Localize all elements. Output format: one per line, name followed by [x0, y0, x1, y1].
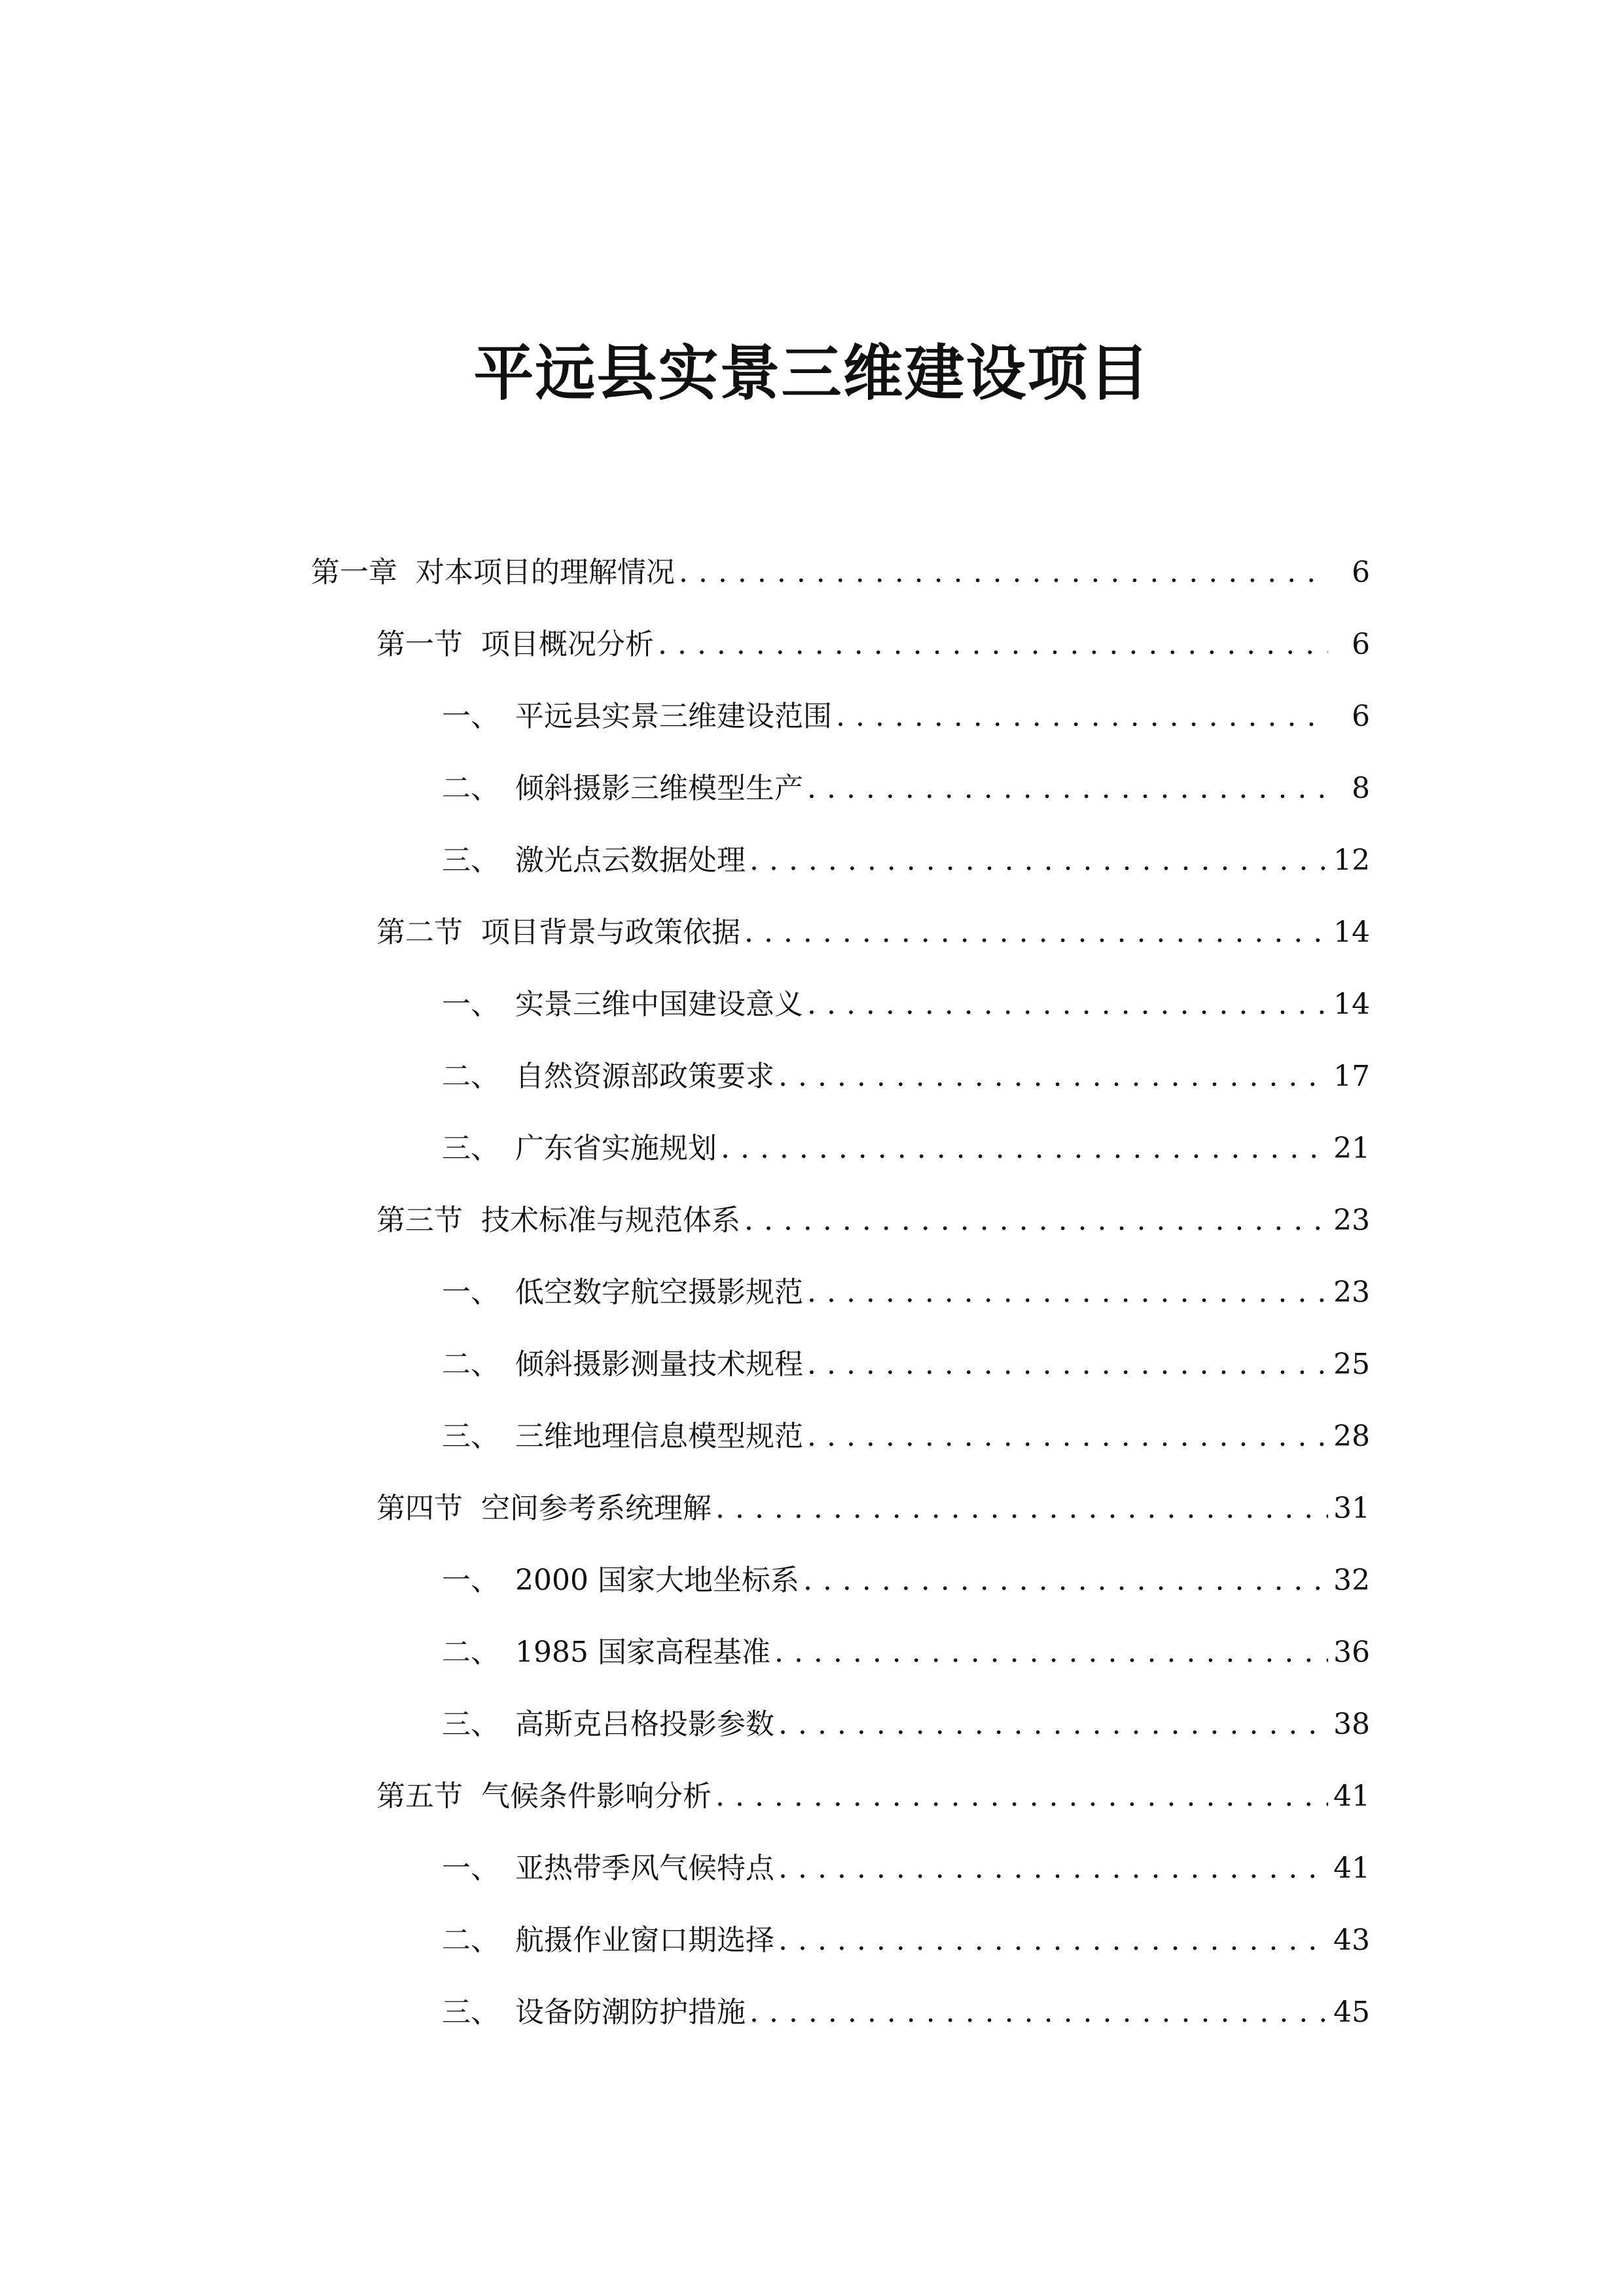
- toc-entry-number: 三、: [442, 1420, 499, 1453]
- toc-entry-number: 一、: [442, 1276, 499, 1309]
- toc-entry-number: 第二节: [376, 916, 463, 949]
- toc-entry-text: 广东省实施规划: [515, 1132, 717, 1165]
- toc-dot-leader: [778, 1054, 1328, 1100]
- toc-entry-page: 8: [1352, 772, 1370, 805]
- toc-dot-leader: [749, 838, 1328, 884]
- toc-entry-section-1[interactable]: [376, 622, 1370, 668]
- toc-entry-page: 36: [1333, 1636, 1370, 1669]
- toc-entry-subsection[interactable]: [442, 694, 1370, 740]
- toc-entry-page: 14: [1333, 988, 1370, 1021]
- toc-entry-subsection[interactable]: [442, 1414, 1370, 1460]
- toc-entry-number: 三、: [442, 1132, 499, 1165]
- toc-entry-subsection[interactable]: [442, 982, 1370, 1028]
- toc-dot-leader: [778, 1702, 1328, 1748]
- toc-dot-leader: [807, 1342, 1328, 1388]
- toc-entry-text: 自然资源部政策要求: [515, 1060, 774, 1093]
- toc-entry-number: 二、: [442, 1348, 499, 1381]
- toc-dot-leader: [807, 1414, 1328, 1460]
- toc-entry-text: 1985 国家高程基准: [515, 1636, 770, 1669]
- toc-entry-subsection[interactable]: [442, 1990, 1370, 2036]
- toc-entry-page: 6: [1352, 628, 1370, 661]
- toc-entry-text: 项目概况分析: [481, 628, 654, 661]
- toc-entry-text: 亚热带季风气候特点: [515, 1852, 774, 1885]
- toc-dot-leader: [807, 766, 1328, 812]
- toc-entry-page: 6: [1352, 700, 1370, 733]
- toc-entry-chapter-1[interactable]: [311, 550, 1370, 596]
- toc-dot-leader: [658, 622, 1328, 668]
- toc-entry-subsection[interactable]: [442, 1342, 1370, 1388]
- toc-entry-subsection[interactable]: [442, 1054, 1370, 1100]
- toc-dot-leader: [715, 1486, 1328, 1532]
- toc-entry-page: 41: [1333, 1780, 1370, 1813]
- toc-entry-text: 技术标准与规范体系: [481, 1204, 740, 1237]
- toc-entry-page: 12: [1333, 844, 1370, 877]
- toc-entry-subsection[interactable]: [442, 766, 1370, 812]
- toc-entry-text: 空间参考系统理解: [481, 1492, 712, 1525]
- toc-entry-subsection[interactable]: [442, 838, 1370, 884]
- toc-dot-leader: [679, 550, 1328, 596]
- toc-entry-number: 二、: [442, 1060, 499, 1093]
- toc-entry-page: 32: [1333, 1564, 1370, 1597]
- toc-entry-text: 倾斜摄影测量技术规程: [515, 1348, 803, 1381]
- toc-entry-text: 高斯克吕格投影参数: [515, 1708, 774, 1741]
- toc-entry-subsection[interactable]: [442, 1558, 1370, 1604]
- toc-entry-text: 设备防潮防护措施: [515, 1996, 746, 2029]
- toc-entry-page: 23: [1333, 1276, 1370, 1309]
- toc-dot-leader: [778, 1918, 1328, 1964]
- toc-entry-section-2[interactable]: [376, 910, 1370, 956]
- toc-entry-page: 38: [1333, 1708, 1370, 1741]
- toc-entry-number: 一、: [442, 988, 499, 1021]
- toc-entry-subsection[interactable]: [442, 1126, 1370, 1172]
- toc-dot-leader: [744, 1198, 1328, 1244]
- toc-entry-subsection[interactable]: [442, 1918, 1370, 1964]
- toc-entry-subsection[interactable]: [442, 1630, 1370, 1676]
- toc-entry-text: 对本项目的理解情况: [416, 556, 675, 589]
- toc-entry-number: 二、: [442, 1636, 499, 1669]
- toc-entry-number: 二、: [442, 1924, 499, 1957]
- toc-entry-section-4[interactable]: [376, 1486, 1370, 1532]
- toc-entry-text: 倾斜摄影三维模型生产: [515, 772, 803, 805]
- toc-dot-leader: [715, 1774, 1328, 1820]
- toc-entry-text: 三维地理信息模型规范: [515, 1420, 803, 1453]
- toc-dot-leader: [803, 1558, 1328, 1604]
- toc-entry-page: 14: [1333, 916, 1370, 949]
- toc-entry-text: 平远县实景三维建设范围: [515, 700, 832, 733]
- toc-dot-leader: [778, 1846, 1328, 1892]
- toc-entry-page: 21: [1333, 1132, 1370, 1165]
- toc-entry-subsection[interactable]: [442, 1270, 1370, 1316]
- toc-entry-page: 23: [1333, 1204, 1370, 1237]
- toc-dot-leader: [807, 1270, 1328, 1316]
- toc-dot-leader: [774, 1630, 1328, 1676]
- toc-entry-text: 激光点云数据处理: [515, 844, 746, 877]
- toc-entry-number: 三、: [442, 1708, 499, 1741]
- toc-dot-leader: [807, 982, 1328, 1028]
- toc-entry-subsection[interactable]: [442, 1702, 1370, 1748]
- toc-entry-section-3[interactable]: [376, 1198, 1370, 1244]
- toc-entry-page: 28: [1333, 1420, 1370, 1453]
- toc-entry-number: 第一章: [311, 556, 397, 589]
- toc-dot-leader: [749, 1990, 1328, 2036]
- toc-entry-text: 低空数字航空摄影规范: [515, 1276, 803, 1309]
- toc-entry-number: 第三节: [376, 1204, 463, 1237]
- toc-dot-leader: [721, 1126, 1328, 1172]
- toc-entry-text: 项目背景与政策依据: [481, 916, 740, 949]
- toc-entry-page: 43: [1333, 1924, 1370, 1957]
- toc-entry-text: 气候条件影响分析: [481, 1780, 712, 1813]
- toc-entry-text: 实景三维中国建设意义: [515, 988, 803, 1021]
- toc-entry-page: 45: [1333, 1996, 1370, 2029]
- toc-entry-number: 一、: [442, 1852, 499, 1885]
- toc-entry-page: 6: [1352, 556, 1370, 589]
- toc-entry-section-5[interactable]: [376, 1774, 1370, 1820]
- document-title: 平远县实景三维建设项目: [473, 338, 1151, 408]
- toc-entry-subsection[interactable]: [442, 1846, 1370, 1892]
- toc-entry-number: 第四节: [376, 1492, 463, 1525]
- toc-entry-page: 31: [1333, 1492, 1370, 1525]
- toc-entry-page: 41: [1333, 1852, 1370, 1885]
- toc-dot-leader: [836, 694, 1328, 740]
- toc-entry-text: 2000 国家大地坐标系: [515, 1564, 799, 1597]
- toc-dot-leader: [744, 910, 1328, 956]
- toc-entry-number: 第五节: [376, 1780, 463, 1813]
- toc-entry-number: 三、: [442, 1996, 499, 2029]
- toc-entry-number: 三、: [442, 844, 499, 877]
- toc-entry-number: 一、: [442, 700, 499, 733]
- toc-entry-number: 一、: [442, 1564, 499, 1597]
- toc-entry-page: 25: [1333, 1348, 1370, 1381]
- toc-entry-number: 二、: [442, 772, 499, 805]
- toc-entry-text: 航摄作业窗口期选择: [515, 1924, 774, 1957]
- toc-entry-number: 第一节: [376, 628, 463, 661]
- toc-entry-page: 17: [1333, 1060, 1370, 1093]
